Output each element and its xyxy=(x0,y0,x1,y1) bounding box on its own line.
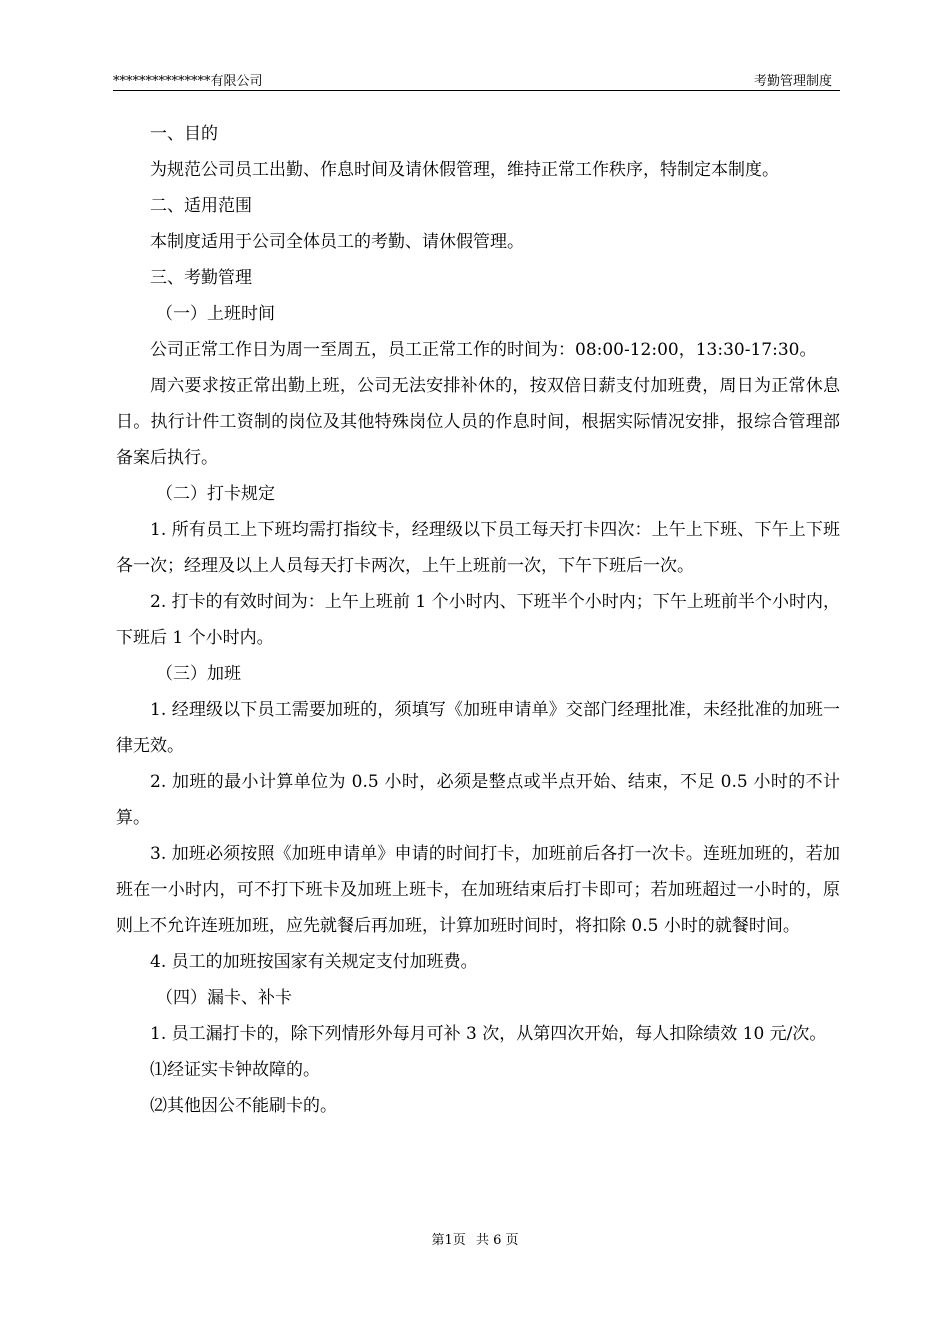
paragraph: 周六要求按正常出勤上班，公司无法安排补休的，按双倍日薪支付加班费，周日为正常休息日。执行计件工资制的岗位及其他特殊岗位人员的作息时间，根据实际情况安排，报综合管理部备案后执行。 xyxy=(116,376,840,468)
subsection-heading: （二）打卡规定 xyxy=(156,484,275,504)
paragraph: 4. 员工的加班按国家有关规定支付加班费。 xyxy=(150,952,478,972)
header-doc-title: 考勤管理制度 xyxy=(753,74,832,89)
paragraph: 1. 所有员工上下班均需打指纹卡，经理级以下员工每天打卡四次：上午上下班、下午上下班各一次；经理及以上人员每天打卡两次，上午上班前一次，下午下班后一次。 xyxy=(116,520,840,576)
paragraph: 1. 经理级以下员工需要加班的，须填写《加班申请单》交部门经理批准，未经批准的加班一律无效。 xyxy=(116,700,840,756)
paragraph: 为规范公司员工出勤、作息时间及请休假管理，维持正常工作秩序，特制定本制度。 xyxy=(150,160,779,180)
header-company: ***************有限公司 xyxy=(113,74,263,89)
paragraph: 2. 打卡的有效时间为：上午上班前 1 个小时内、下班半个小时内；下午上班前半个小时内，下班后 1 个小时内。 xyxy=(116,592,840,648)
subsection-heading: （三）加班 xyxy=(156,664,241,684)
page-number: 第1页 xyxy=(431,1233,466,1248)
paragraph: 1. 员工漏打卡的，除下列情形外每月可补 3 次，从第四次开始，每人扣除绩效 10 元/次。 xyxy=(150,1024,827,1044)
paragraph: 公司正常工作日为周一至周五，员工正常工作的时间为：08:00-12:00，13:30-17:30。 xyxy=(150,340,817,360)
section-heading: 三、考勤管理 xyxy=(150,268,252,288)
section-heading: 一、目的 xyxy=(150,124,218,144)
subsection-heading: （一）上班时间 xyxy=(156,304,275,324)
section-heading: 二、适用范围 xyxy=(150,196,252,216)
page-total: 共 6 页 xyxy=(475,1233,519,1248)
document-body xyxy=(116,116,840,1124)
list-item: ⑴经证实卡钟故障的。 xyxy=(150,1060,320,1080)
paragraph: 本制度适用于公司全体员工的考勤、请休假管理。 xyxy=(150,232,524,252)
page-footer xyxy=(0,1232,950,1250)
paragraph: 2. 加班的最小计算单位为 0.5 小时，必须是整点或半点开始、结束，不足 0.5 小时的不计算。 xyxy=(116,772,840,828)
subsection-heading: （四）漏卡、补卡 xyxy=(156,988,292,1008)
list-item: ⑵其他因公不能刷卡的。 xyxy=(150,1096,337,1116)
paragraph: 3. 加班必须按照《加班申请单》申请的时间打卡，加班前后各打一次卡。连班加班的，若加班在一小时内，可不打下班卡及加班上班卡，在加班结束后打卡即可；若加班超过一小时的，原则上不允许连班加班，应先就餐后再加班，计算加班时间时，将扣除 0.5 小时的就餐时间。 xyxy=(116,844,840,936)
page-header xyxy=(113,73,840,91)
